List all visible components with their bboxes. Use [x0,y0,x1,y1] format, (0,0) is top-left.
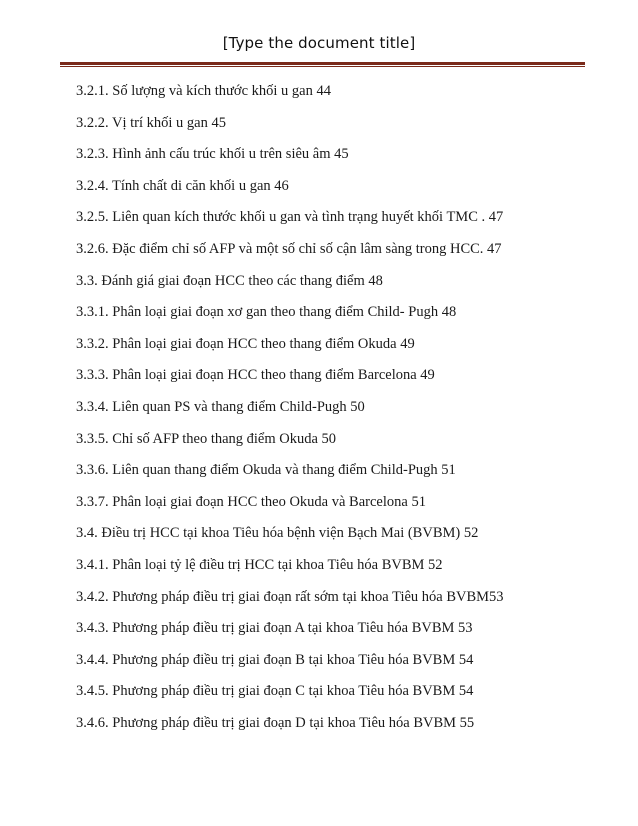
toc-entry: 3.3.6. Liên quan thang điểm Okuda và thang điểm Child-Pugh 51 [76,462,456,479]
toc-entry: 3.3.7. Phân loại giai đoạn HCC theo Okuda và Barcelona 51 [76,493,426,510]
document-title-header: [Type the document title] [222,34,416,52]
toc-entry: 3.4. Điều trị HCC tại khoa Tiêu hóa bệnh viện Bạch Mai (BVBM) 52 [76,525,479,542]
toc-entry: 3.2.1. Số lượng và kích thước khối u gan 44 [76,83,331,99]
toc-entry: 3.2.4. Tính chất di căn khối u gan 46 [76,177,289,194]
toc-entry: 3.4.6. Phương pháp điều trị giai đoạn D tại khoa Tiêu hóa BVBM 55 [76,714,475,731]
toc-entry: 3.2.6. Đặc điểm chỉ số AFP và một số chỉ số cận lâm sàng trong HCC. 47 [76,240,502,257]
toc-entry: 3.4.4. Phương pháp điều trị giai đoạn B tại khoa Tiêu hóa BVBM 54 [76,651,474,668]
toc-entry: 3.3.3. Phân loại giai đoạn HCC theo thang điểm Barcelona 49 [76,367,435,384]
toc-entry: 3.4.2. Phương pháp điều trị giai đoạn rất sớm tại khoa Tiêu hóa BVBM53 [76,588,504,605]
toc-entry: 3.2.3. Hình ảnh cấu trúc khối u trên siêu âm 45 [76,146,349,163]
toc-entry: 3.4.1. Phân loại tỷ lệ điều trị HCC tại khoa Tiêu hóa BVBM 52 [76,556,443,573]
toc-entry: 3.2.2. Vị trí khối u gan 45 [76,114,226,131]
toc-entry: 3.3.5. Chỉ số AFP theo thang điểm Okuda 50 [76,430,337,447]
toc-entry: 3.2.5. Liên quan kích thước khối u gan và tình trạng huyết khối TMC . 47 [76,209,504,226]
toc-entry: 3.3.2. Phân loại giai đoạn HCC theo thang điểm Okuda 49 [76,335,415,352]
header-divider-line [60,62,585,65]
toc-entry: 3.3. Đánh giá giai đoạn HCC theo các thang điểm 48 [76,272,383,289]
toc-entry: 3.3.1. Phân loại giai đoạn xơ gan theo thang điểm Child- Pugh 48 [76,304,457,321]
toc-entry: 3.4.5. Phương pháp điều trị giai đoạn C tại khoa Tiêu hóa BVBM 54 [76,683,474,700]
table-of-contents [76,82,596,745]
toc-entry: 3.3.4. Liên quan PS và thang điểm Child-Pugh 50 [76,398,365,415]
toc-entry: 3.4.3. Phương pháp điều trị giai đoạn A tại khoa Tiêu hóa BVBM 53 [76,620,473,637]
